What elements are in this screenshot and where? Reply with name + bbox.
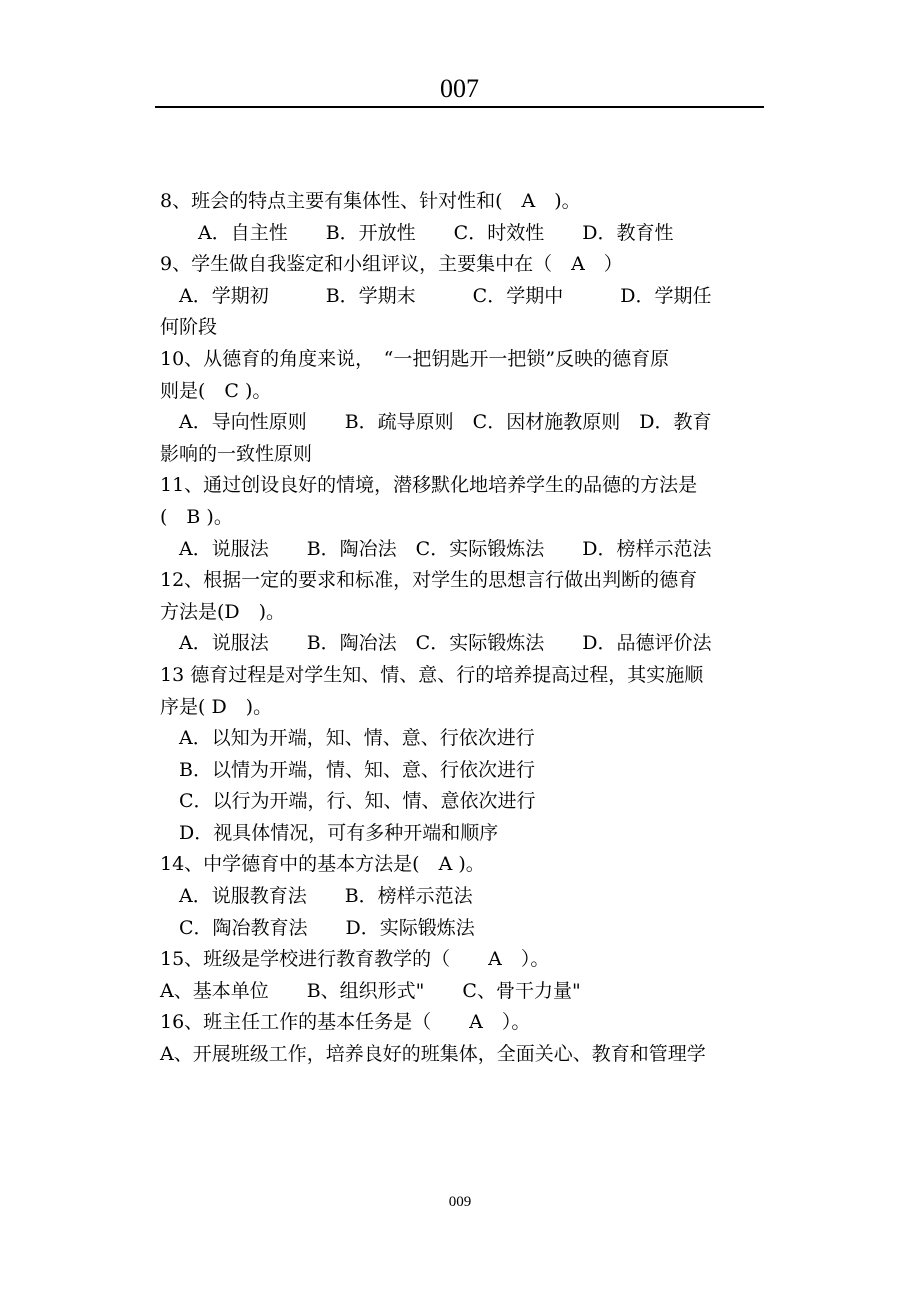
document-body (160, 186, 765, 1071)
question-16: 16、班主任工作的基本任务是（ A ）。 (160, 1011, 531, 1034)
question-10-options-cont: 影响的一致性原则 (160, 442, 313, 465)
question-12-cont: 方法是(D )。 (160, 600, 286, 623)
question-15-options: A、基本单位 B、组织形式" C、骨干力量" (160, 979, 581, 1002)
question-12: 12、根据一定的要求和标准，对学生的思想言行做出判断的德育 (160, 569, 698, 592)
question-13-option-b: B．以情为开端，情、知、意、行依次进行 (160, 758, 535, 781)
question-14-options-ab: A．说服教育法 B．榜样示范法 (160, 885, 473, 908)
question-8-options: A．自主性 B．开放性 C．时效性 D．教育性 (160, 221, 674, 244)
question-16-option-a: A、开展班级工作，培养良好的班集体，全面关心、教育和管理学 (160, 1043, 706, 1066)
question-12-options: A．说服法 B．陶冶法 C．实际锻炼法 D．品德评价法 (160, 632, 712, 655)
header-rule (155, 106, 764, 108)
question-11-cont: ( B )。 (160, 505, 233, 528)
question-9: 9、学生做自我鉴定和小组评议，主要集中在（ A ） (160, 253, 623, 276)
question-8: 8、班会的特点主要有集体性、针对性和( A )。 (160, 190, 581, 212)
question-9-options: A．学期初 B．学期末 C．学期中 D．学期任 (160, 284, 712, 307)
question-13-cont: 序是( D )。 (160, 695, 273, 718)
question-10: 10、从德育的角度来说， “一把钥匙开一把锁”反映的德育原 (160, 347, 670, 370)
question-13-option-a: A．以知为开端，知、情、意、行依次进行 (160, 727, 535, 750)
question-11-options: A．说服法 B．陶冶法 C．实际锻炼法 D．榜样示范法 (160, 537, 712, 560)
question-13-option-d: D．视具体情况，可有多种开端和顺序 (160, 821, 499, 844)
question-10-cont: 则是( C )。 (160, 379, 272, 402)
page-footer-number: 009 (448, 1194, 472, 1210)
question-14-options-cd: C．陶冶教育法 D．实际锻炼法 (160, 916, 475, 939)
question-11: 11、通过创设良好的情境，潜移默化地培养学生的品德的方法是 (160, 474, 698, 497)
question-10-options: A．导向性原则 B．疏导原则 C．因材施教原则 D．教育 (160, 411, 712, 434)
question-9-options-cont: 何阶段 (160, 316, 218, 339)
question-13: 13 德育过程是对学生知、情、意、行的培养提高过程，其实施顺 (160, 663, 704, 686)
page-header-title: 007 (440, 74, 479, 103)
question-15: 15、班级是学校进行教育教学的（ A ）。 (160, 948, 550, 971)
question-14: 14、中学德育中的基本方法是( A )。 (160, 853, 485, 876)
question-13-option-c: C．以行为开端，行、知、情、意依次进行 (160, 790, 536, 813)
